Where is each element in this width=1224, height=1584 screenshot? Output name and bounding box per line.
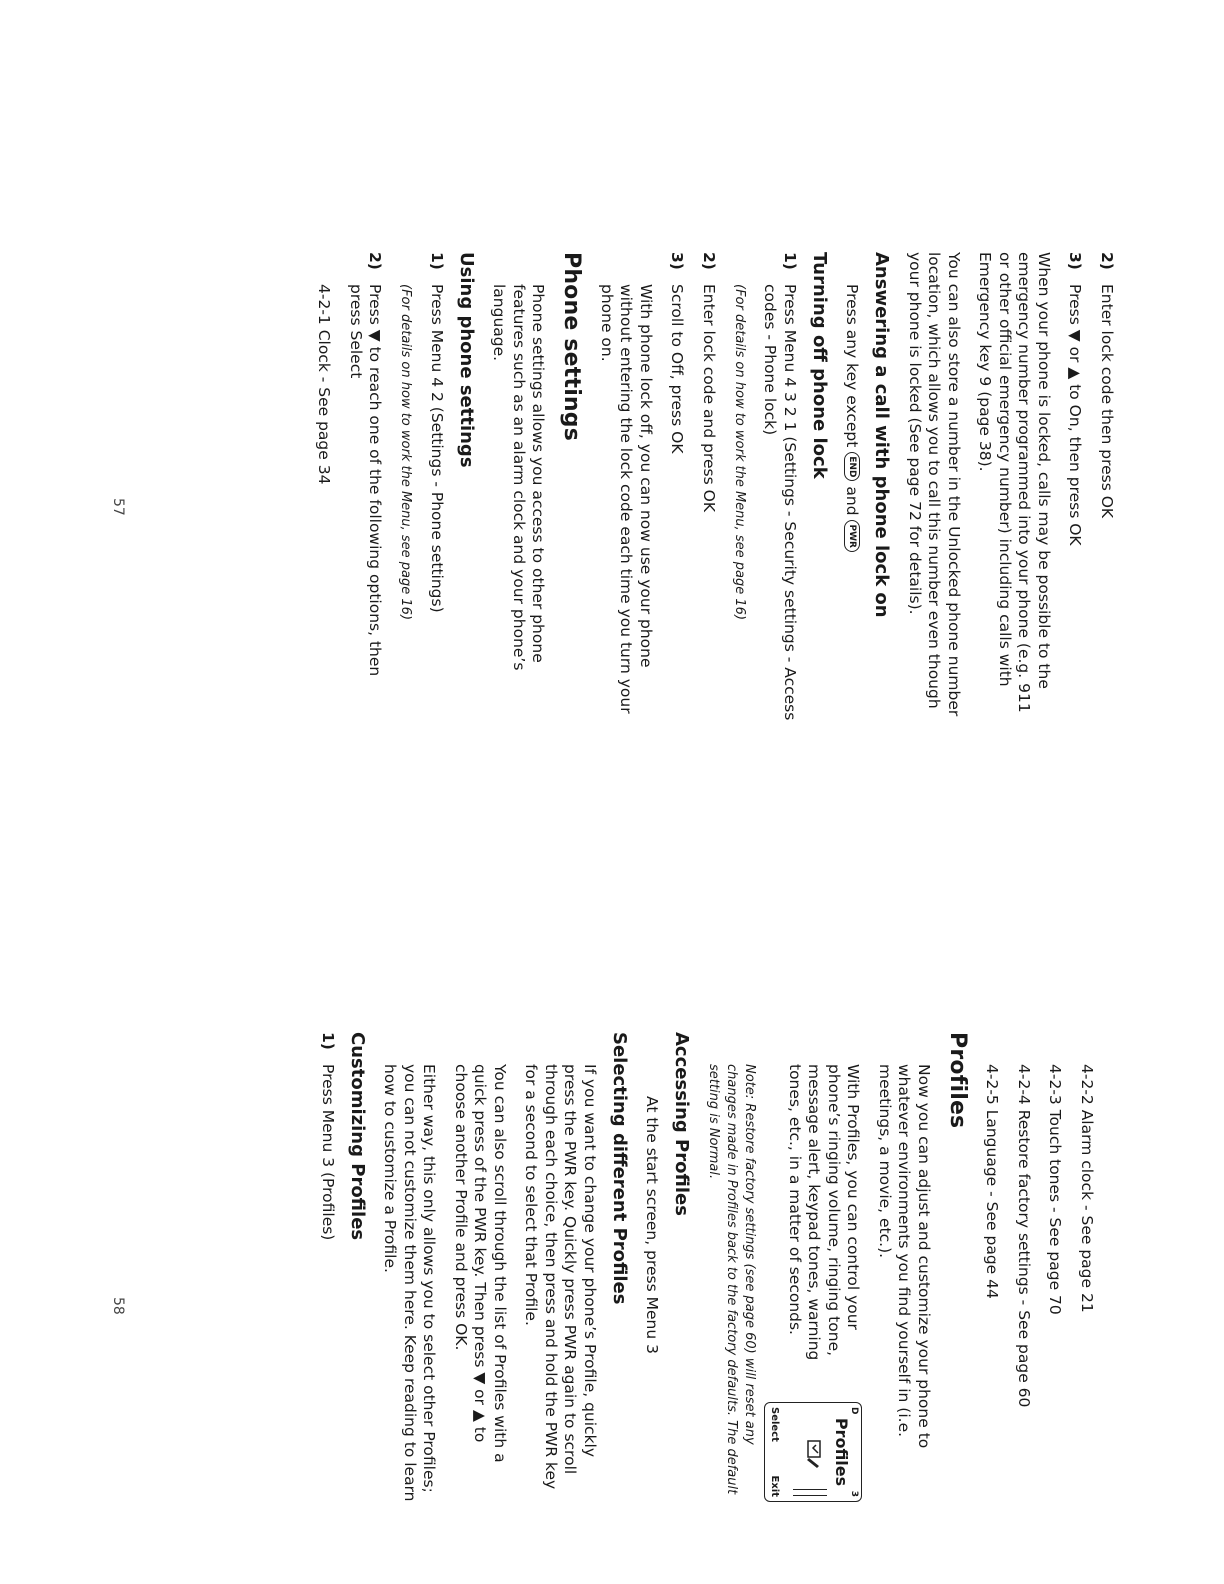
paragraph-unlocked-number: You can also store a number in the Unlocked phone number location, which allows you to call this number even though your phone is locked (See page 72 for details). (906, 252, 963, 717)
step-number: 1) (428, 252, 446, 270)
step-number: 1) (319, 1032, 337, 1050)
right-column (306, 1032, 1097, 1502)
step-press-menu-3 (318, 1032, 338, 1502)
paragraph-phone-settings: Phone settings allows you access to other phone features such as an alarm clock and your phone’s language. (490, 284, 548, 671)
heading-answering-call: Answering a call with phone lock on (871, 252, 893, 618)
step-press-menu-4321 (760, 252, 799, 722)
screen-title: Profiles (832, 1417, 852, 1487)
menu-note: (For details on how to work the Menu, see page 16) (398, 284, 414, 621)
step-text: Enter lock code then press OK (1098, 284, 1116, 519)
page-number: 57 (110, 498, 126, 516)
step-enter-lock-code (1097, 252, 1117, 722)
option-restore-factory: 4-2-4 Restore factory settings - See page 60 (1015, 1064, 1033, 1408)
left-column (302, 252, 1116, 722)
step-number: 1) (781, 252, 799, 270)
step-text: Press ▼ or ▲ to On, then press OK (1066, 284, 1085, 546)
step-press-down-select (346, 252, 385, 722)
heading-turning-off-lock: Turning off phone lock (809, 252, 830, 479)
heading-using-phone-settings: Using phone settings (456, 252, 477, 468)
option-touch-tones: 4-2-3 Touch tones - See page 70 (1046, 1064, 1065, 1315)
heading-selecting-profiles: Selecting different Profiles (609, 1032, 630, 1305)
step-number: 2) (700, 252, 718, 270)
step-text: Enter lock code and press OK (700, 284, 718, 512)
answering-prefix: Press any key except (843, 284, 862, 448)
step-number: 2) (1098, 252, 1116, 270)
paragraph-locked: When your phone is locked, calls may be possible to the emergency number programmed into your phone (e.g. 911 or other official emergency number) including calls with Emergency key 9 (page 38). (976, 252, 1053, 713)
signal-icon: D (849, 1407, 860, 1415)
select-softkey: Select (769, 1407, 781, 1442)
phone-screen-illustration (765, 1402, 863, 1502)
paragraph-selecting: If you want to change your phone’s Profile, quickly press the PWR key. Quickly press PWR again to scroll through each choice, then press and hold the PWR key for a second to select that Profile. (522, 1064, 599, 1490)
page-number: 58 (110, 1297, 126, 1315)
heading-phone-settings: Phone settings (559, 252, 585, 442)
step-scroll-off (667, 252, 687, 722)
option-clock: 4-2-1 Clock - See page 34 (315, 284, 334, 485)
exit-softkey: Exit (769, 1475, 781, 1497)
heading-profiles: Profiles (945, 1032, 970, 1129)
option-alarm-clock: 4-2-2 Alarm clock - See page 21 (1078, 1064, 1096, 1313)
battery-icon: 3 (849, 1490, 860, 1497)
profiles-icon (798, 1439, 826, 1469)
answering-instruction (842, 252, 862, 722)
answering-and: and (843, 486, 862, 516)
step-number: 3) (668, 252, 687, 270)
page-58 (0, 792, 1224, 1584)
pwr-key-icon: PWR (844, 520, 860, 551)
step-number: 2) (366, 252, 385, 270)
step-text: Press Menu 3 (Profiles) (319, 1064, 337, 1241)
paragraph-scroll-profiles: You can also scroll through the list of Profiles with a quick press of the PWR key. Then press ▼ or ▲ to choose another Profile and press OK. (452, 1064, 509, 1463)
option-language: 4-2-5 Language - See page 44 (983, 1064, 1002, 1299)
step-text: Press ▼ to reach one of the following options, then press Select (347, 284, 385, 677)
step-text: Scroll to Off, press OK (668, 284, 687, 454)
scrollbar-icon (794, 1489, 828, 1496)
profiles-block (705, 1032, 863, 1502)
step-text: Press Menu 4 2 (Settings - Phone settings) (428, 284, 446, 613)
end-key-icon: END (844, 452, 860, 481)
paragraph-either-way: Either way, this only allows you to select other Profiles; you can not customize them here. Keep reading to learn how to customize a Profile. (381, 1064, 439, 1502)
note-restore-settings: Note: Restore factory settings (see page 60) will reset any changes made in Profiles back to the factory defaults. The default setting is Normal. (706, 1064, 758, 1495)
heading-customizing-profiles: Customizing Profiles (347, 1032, 368, 1241)
paragraph-with-profiles: With Profiles, you can control your phone’s ringing volume, ringing tone, message alert, keypad tones, warning tones, etc., in a matter of seconds. (786, 1064, 863, 1361)
menu-note: (For details on how to work the Menu, see page 16) (732, 284, 747, 621)
heading-accessing-profiles: Accessing Profiles (671, 1032, 693, 1216)
step-enter-code-ok (699, 252, 719, 722)
paragraph-lock-off: With phone lock off, you can now use your phone without entering the lock code each time you turn your phone on. (598, 284, 655, 714)
step-text: Press Menu 4 3 2 1 (Settings - Security settings - Access codes - Phone lock) (761, 284, 799, 721)
step-press-on (1065, 252, 1085, 722)
settings-options-list (982, 1032, 1096, 1502)
step-press-menu-42 (427, 252, 447, 722)
step-number: 3) (1066, 252, 1085, 270)
paragraph-accessing: At the start screen, press Menu 3 (643, 1096, 662, 1354)
paragraph-profiles: Now you can adjust and customize your phone to whatever environments you find yourself in (i.e. meetings, a movie, etc.). (876, 1064, 933, 1449)
